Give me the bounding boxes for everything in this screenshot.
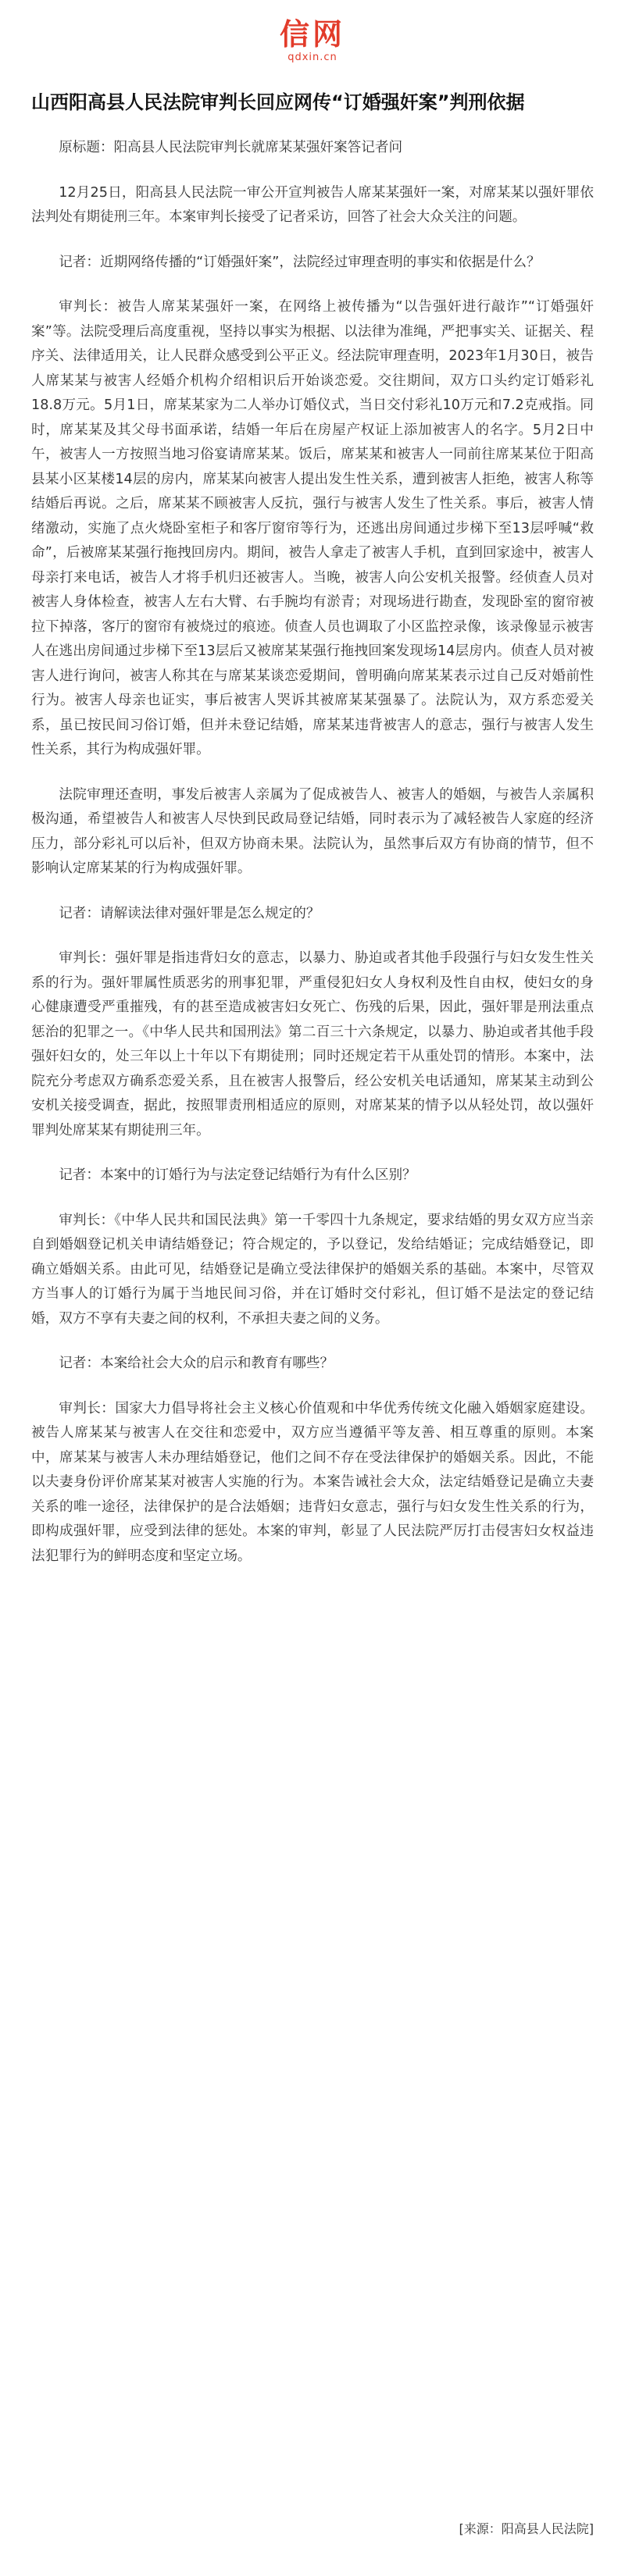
article-body — [31, 136, 594, 1569]
paragraph-intro: 12月25日，阳高县人民法院一审公开宣判被告人席某某强奸一案，对席某某以强奸罪依法判处有期徒刑三年。本案审判长接受了记者采访，回答了社会大众关注的问题。 — [31, 184, 594, 225]
logo-text: 信网 — [279, 17, 345, 52]
paragraph-answer-1: 审判长：被告人席某某强奸一案，在网络上被传播为“以告强奸进行敲诈”“订婚强奸案”等。法院受理后高度重视，坚持以事实为根据、以法律为准绳，严把事实关、证据关、程序关、法律适用关，让人民群众感受到公平正义。经法院审理查明，2023年1月30日，被告人席某某与被害人经婚介机构介绍相识后开始谈恋爱。交往期间，双方口头约定订婚彩礼18.8万元。5月1日，席某某家为二人举办订婚仪式，当日交付彩礼10万元和7.2克戒指。同时，席某某及其父母书面承诺，结婚一年后在房屋产权证上添加被害人的名字。5月2日中午，被害人一方按照当地习俗宴请席某某。饭后，席某某和被害人一同前往席某某位于阳高县某小区某楼14层的房内，席某某向被害人提出发生性关系，遭到被害人拒绝，被害人称等结婚后再说。之后，席某某不顾被害人反抗，强行与被害人发生了性关系。事后，被害人情绪激动，实施了点火烧卧室柜子和客厅窗帘等行为，还逃出房间通过步梯下至13层呼喊“救命”，后被席某某强行拖拽回房内。期间，被告人拿走了被害人手机，直到回家途中，被害人母亲打来电话，被告人才将手机归还被害人。当晚，被害人向公安机关报警。经侦查人员对被害人身体检查，被害人左右大臂、右手腕均有淤青；对现场进行勘查，发现卧室的窗帘被拉下掉落，客厅的窗帘有被烧过的痕迹。侦查人员也调取了小区监控录像，该录像显示被害人在逃出房间通过步梯下至13层后又被席某某强行拖拽回案发现场14层房内。侦查人员对被害人进行询问，被害人称其在与席某某谈恋爱期间，曾明确向席某某表示过自己反对婚前性行为。被害人母亲也证实，事后被害人哭诉其被席某某强暴了。法院认为，双方系恋爱关系，虽已按民间习俗订婚，但并未登记结婚，席某某违背被害人的意志，强行与被害人发生性关系，其行为构成强奸罪。 — [31, 299, 594, 757]
paragraph-answer-2: 审判长：强奸罪是指违背妇女的意志，以暴力、胁迫或者其他手段强行与妇女发生性关系的行为。强奸罪属性质恶劣的刑事犯罪，严重侵犯妇女人身权利及性自由权，使妇女的身心健康遭受严重摧残，有的甚至造成被害妇女死亡、伤残的后果，因此，强奸罪是刑法重点惩治的犯罪之一。《中华人民共和国刑法》第二百三十六条规定，以暴力、胁迫或者其他手段强奸妇女的，处三年以上十年以下有期徒刑；同时还规定若干从重处罚的情形。本案中，法院充分考虑双方确系恋爱关系，且在被害人报警后，经公安机关电话通知，席某某主动到公安机关接受调查，据此，按照罪责刑相适应的原则，对席某某的情予以从轻处罚，故以强奸罪判处席某某有期徒刑三年。 — [31, 950, 594, 1138]
article-title: 山西阳高县人民法院审判长回应网传“订婚强奸案”判刑依据 — [31, 91, 525, 113]
paragraph-question-2: 记者：请解读法律对强奸罪是怎么规定的？ — [59, 905, 320, 921]
logo-subtext: qdxin.cn — [288, 52, 338, 63]
paragraph-original-title: 原标题：阳高县人民法院审判长就席某某强奸案答记者问 — [59, 140, 403, 155]
paragraph-question-3: 记者：本案中的订婚行为与法定登记结婚行为有什么区别？ — [59, 1167, 416, 1183]
paragraph-answer-4: 审判长：国家大力倡导将社会主义核心价值观和中华优秀传统文化融入婚姻家庭建设。被告人席某某与被害人在交往和恋爱中，双方应当遵循平等友善、相互尊重的原则。本案中，席某某与被害人未办理结婚登记，他们之间不存在受法律保护的婚姻关系。因此，不能以夫妻身份评价席某某对被害人实施的行为。本案告诫社会大众，法定结婚登记是确立夫妻关系的唯一途径，法律保护的是合法婚姻；违背妇女意志，强行与妇女发生性关系的行为，即构成强奸罪，应受到法律的惩处。本案的审判，彰显了人民法院严厉打击侵害妇女权益违法犯罪行为的鲜明态度和坚定立场。 — [31, 1400, 594, 1564]
site-logo[interactable] — [0, 0, 625, 67]
paragraph-question-4: 记者：本案给社会大众的启示和教育有哪些？ — [59, 1356, 334, 1371]
article-source: [来源：阳高县人民法院] — [459, 2521, 594, 2536]
paragraph-answer-1-continued: 法院审理还查明，事发后被害人亲属为了促成被告人、被害人的婚姻，与被告人亲属积极沟通，希望被告人和被害人尽快到民政局登记结婚，同时表示为了减轻被告人家庭的经济压力，部分彩礼可以后补，但双方协商未果。法院认为，虽然事后双方有协商的情节，但不影响认定席某某的行为构成强奸罪。 — [31, 786, 594, 876]
paragraph-answer-3: 审判长：《中华人民共和国民法典》第一千零四十九条规定，要求结婚的男女双方应当亲自到婚姻登记机关申请结婚登记；符合规定的，予以登记，发给结婚证；完成结婚登记，即确立婚姻关系。由此可见，结婚登记是确立受法律保护的婚姻关系的基础。本案中，尽管双方当事人的订婚行为属于当地民间习俗，并在订婚时交付彩礼，但订婚不是法定的登记结婚，双方不享有夫妻之间的权利，不承担夫妻之间的义务。 — [31, 1212, 594, 1327]
paragraph-question-1: 记者：近期网络传播的“订婚强奸案”，法院经过审理查明的事实和依据是什么？ — [59, 254, 541, 270]
